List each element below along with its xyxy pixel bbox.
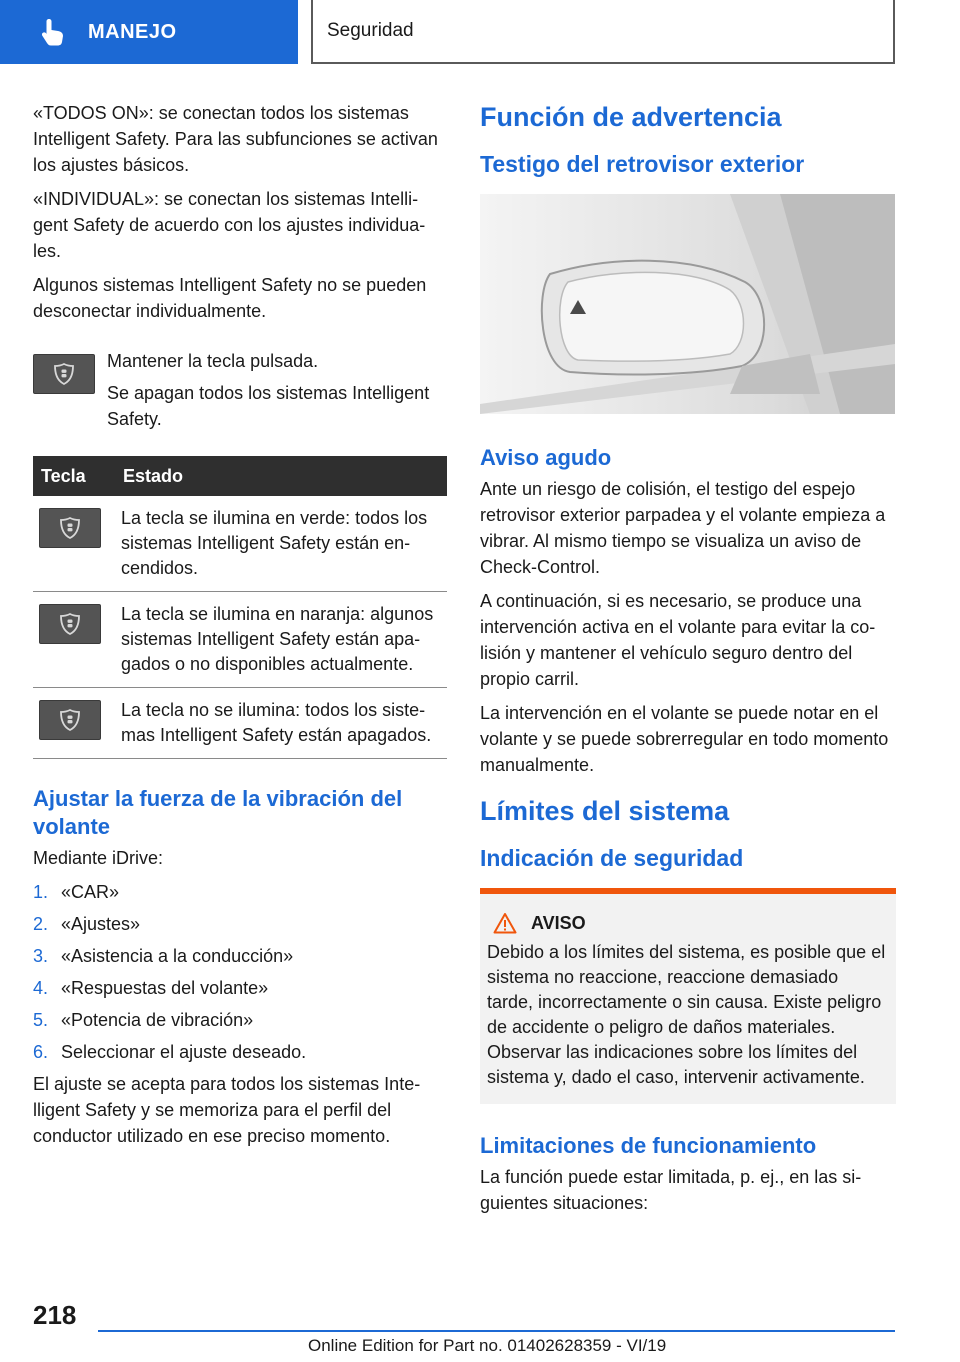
section-tab[interactable] <box>0 0 298 64</box>
section-title: MANEJO <box>88 20 177 43</box>
intelligent-safety-key-icon <box>39 700 101 740</box>
footer-edition: Online Edition for Part no. 01402628359 - VI/19 <box>308 1336 667 1355</box>
heading-limitaciones: Limitaciones de funcionamiento <box>480 1133 817 1158</box>
aviso-paragraph-1: Ante un riesgo de colisión, el testigo del espejo retrovisor exterior parpadea y el volante empieza a vibrar. Al mismo tiempo se visualiza un aviso de Check-Control. <box>480 479 886 577</box>
list-item: 5. «Potencia de vibración» <box>33 1010 254 1030</box>
heading-indicacion-seguridad: Indicación de seguridad <box>480 845 744 871</box>
list-item: 6. Seleccionar el ajuste deseado. <box>33 1042 307 1062</box>
warning-box <box>480 888 896 1104</box>
key-state-table <box>33 456 447 759</box>
aviso-paragraph-2: A continuación, si es necesario, se produce una intervención activa en el volante para evitar la colisión y mantener el vehículo seguro dentro del propio carril. <box>480 591 876 689</box>
warning-text: Debido a los límites del sistema, es posible que el sistema no reaccione, reaccione demasiado tarde, incorrectamente o sin causa. Existe peligro de accidente o peligro de daños materiales. Observar las indicaciones sobre los límites del sistema y, dado el caso, intervenir activamente. <box>487 942 886 1087</box>
list-item: 4. «Respuestas del volante» <box>33 978 269 998</box>
limitaciones-paragraph: La función puede estar limitada, p. ej., en las siguientes situaciones: <box>480 1167 862 1213</box>
hand-pointer-icon <box>40 17 66 47</box>
list-item: 3. «Asistencia a la conducción» <box>33 946 294 966</box>
heading-limites: Límites del sistema <box>480 796 730 826</box>
vibration-intro: Mediante iDrive: <box>33 848 164 868</box>
intelligent-safety-key-icon <box>39 508 101 548</box>
page-number: 218 <box>33 1300 77 1330</box>
paragraph-no-desconectar: Algunos sistemas Intelligent Safety no se pueden desconectar individualmente. <box>33 275 427 321</box>
intelligent-safety-key-icon <box>39 604 101 644</box>
aviso-paragraph-3: La intervención en el volante se puede notar en el volante y se puede sobrerregular en todo momento manualmente. <box>480 703 889 775</box>
list-item: 1. «CAR» <box>33 882 120 902</box>
heading-vibration: Ajustar la fuerza de la vibración del volante <box>33 786 403 839</box>
list-item: 2. «Ajustes» <box>33 914 141 934</box>
key-instruction <box>33 348 447 432</box>
intelligent-safety-key-icon <box>33 354 95 394</box>
paragraph-todos-on: «TODOS ON»: se conectan todos los sistemas Intelligent Safety. Para las subfunciones se activan los ajustes básicos. <box>33 103 438 175</box>
key-off-text: Se apagan todos los sistemas Intelligent Safety. <box>107 383 430 429</box>
table-row <box>33 688 447 759</box>
vibration-end: El ajuste se acepta para todos los sistemas Intelligent Safety y se memoriza para el perfil del conductor utilizado en ese preciso momento. <box>33 1074 421 1146</box>
mirror-illustration <box>480 194 895 414</box>
table-cell-state: La tecla se ilumina en naranja: algunos sistemas Intelligent Safety están apagados o no disponibles actualmente. <box>115 592 447 688</box>
heading-aviso-agudo: Aviso agudo <box>480 445 612 470</box>
left-column <box>33 100 447 1157</box>
table-header-estado: Estado <box>115 456 447 496</box>
warning-triangle-icon <box>493 912 517 934</box>
footer-divider <box>98 1330 895 1332</box>
table-row <box>33 592 447 688</box>
table-header-tecla: Tecla <box>33 456 115 496</box>
chapter-title: Seguridad <box>311 0 895 64</box>
table-cell-state: La tecla se ilumina en verde: todos los sistemas Intelligent Safety están encendidos. <box>115 496 447 592</box>
table-row <box>33 496 447 592</box>
table-cell-state: La tecla no se ilumina: todos los sistemas Intelligent Safety están apagados. <box>115 688 447 759</box>
warning-title: AVISO <box>531 912 586 933</box>
right-column <box>480 100 896 1224</box>
key-hold-text: Mantener la tecla pulsada. <box>107 351 319 371</box>
heading-testigo-retrovisor: Testigo del retrovisor exterior <box>480 151 805 177</box>
steps-list <box>33 879 447 1065</box>
paragraph-individual: «INDIVIDUAL»: se conectan los sistemas Intelligent Safety de acuerdo con los ajustes individuales. <box>33 189 426 261</box>
heading-funcion-advertencia: Función de advertencia <box>480 102 782 132</box>
